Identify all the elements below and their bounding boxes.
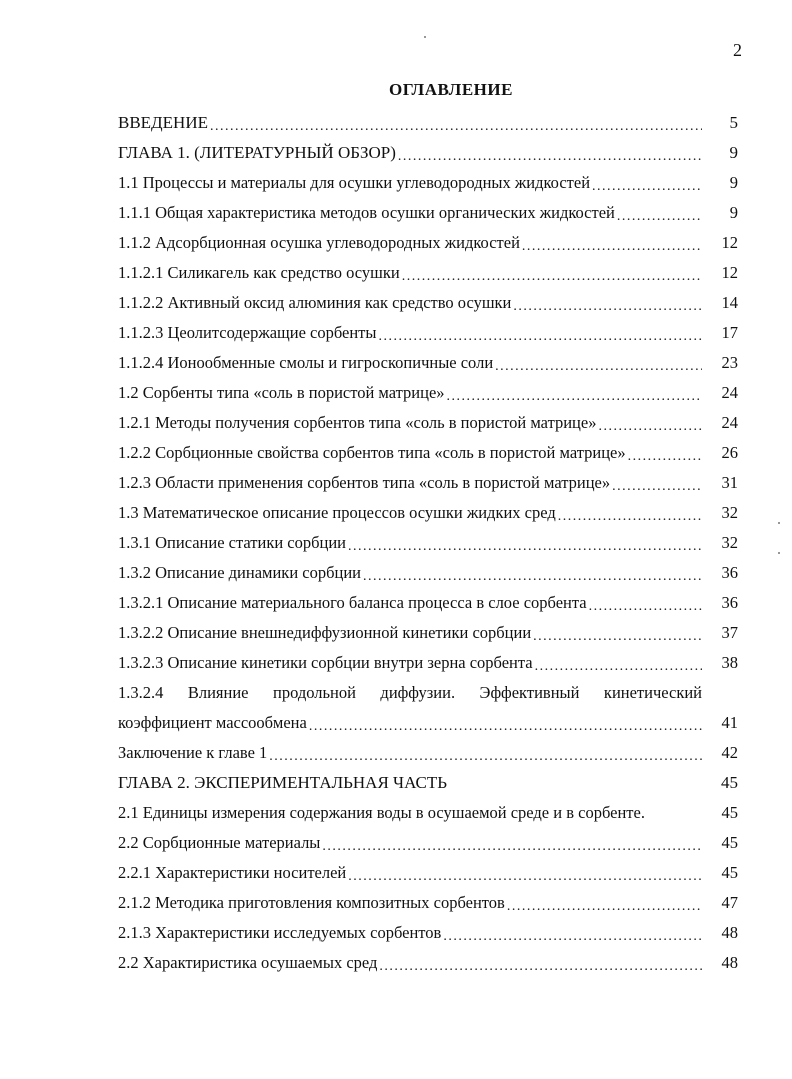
dot-leader — [309, 708, 702, 738]
dot-leader — [612, 468, 702, 498]
toc-entry — [118, 588, 738, 618]
toc-entry-label: 2.1 Единицы измерения содержания воды в осушаемой среде и в сорбенте. — [118, 803, 645, 822]
toc-entry-label: 1.3.2.1 Описание материального баланса процесса в слое сорбента — [118, 593, 587, 612]
toc-entry-label: 1.3.2.3 Описание кинетики сорбции внутри зерна сорбента — [118, 653, 533, 672]
toc-entry — [118, 168, 738, 198]
toc-entry-page: 45 — [721, 803, 738, 822]
toc-entry-label: коэффициент массообмена — [118, 713, 307, 732]
toc-entry-page: 9 — [729, 203, 738, 222]
toc-entry-page: 17 — [721, 323, 738, 342]
dot-leader — [522, 228, 702, 258]
toc-entry-label: ГЛАВА 2. ЭКСПЕРИМЕНТАЛЬНАЯ ЧАСТЬ — [118, 773, 448, 792]
dot-leader — [402, 258, 702, 288]
page-title: ОГЛАВЛЕНИЕ — [389, 80, 513, 99]
toc-entry-label: 1.3.2 Описание динамики сорбции — [118, 563, 361, 582]
toc-entry-label: 1.1.1 Общая характеристика методов осушки органических жидкостей — [118, 203, 615, 222]
dot-leader — [598, 408, 702, 438]
toc-entry-introduction — [118, 108, 738, 138]
toc-entry — [118, 408, 738, 438]
toc-entry-label: 1.1.2 Адсорбционная осушка углеводородных жидкостей — [118, 233, 520, 252]
dot-leader — [533, 618, 702, 648]
toc-entry-page: 12 — [721, 263, 738, 282]
toc-entry-page: 36 — [721, 593, 738, 612]
toc-entry-page: 48 — [721, 923, 738, 942]
toc-entry-page: 41 — [721, 713, 738, 732]
dot-leader — [535, 648, 702, 678]
scan-speck — [778, 522, 780, 524]
toc-entry-page: 45 — [721, 833, 738, 852]
toc-entry — [118, 558, 738, 588]
toc-entry — [118, 498, 738, 528]
toc-entry-page: 36 — [721, 563, 738, 582]
toc-entry — [118, 258, 738, 288]
toc-entry-label: 2.2 Сорбционные материалы — [118, 833, 321, 852]
toc-entry — [118, 918, 738, 948]
toc-entry-page: 42 — [721, 743, 738, 762]
dot-leader — [495, 348, 702, 378]
toc-entry — [118, 378, 738, 408]
dot-leader — [513, 288, 702, 318]
dot-leader — [348, 528, 702, 558]
toc-entry-page: 9 — [729, 173, 738, 192]
toc-entry-label: 1.3.2.4 Влияние продольной диффузии. Эффективный кинетический — [118, 683, 702, 702]
toc-entry — [118, 228, 738, 258]
toc-entry — [118, 198, 738, 228]
toc-entry — [118, 738, 738, 768]
toc-entry — [118, 708, 738, 738]
scan-speck — [778, 552, 780, 554]
toc-entry-label: 1.2.2 Сорбционные свойства сорбентов типа «соль в пористой матрице» — [118, 443, 626, 462]
toc-entry-label: 1.1.2.1 Силикагель как средство осушки — [118, 263, 400, 282]
toc-entry-page: 12 — [721, 233, 738, 252]
dot-leader — [378, 318, 702, 348]
toc-entry-page: 32 — [721, 533, 738, 552]
toc-entry-label: 1.2.3 Области применения сорбентов типа «соль в пористой матрице» — [118, 473, 611, 492]
toc-entry — [118, 468, 738, 498]
toc-entry-page: 24 — [721, 383, 738, 402]
toc-entry-page: 32 — [721, 503, 738, 522]
toc-entry-label: Заключение к главе 1 — [118, 743, 268, 762]
scan-speck — [424, 36, 426, 38]
toc-entry-label: 1.2.1 Методы получения сорбентов типа «соль в пористой матрице» — [118, 413, 597, 432]
toc-entry — [118, 438, 738, 468]
dot-leader — [507, 888, 702, 918]
toc-entry — [118, 318, 738, 348]
dot-leader — [379, 948, 702, 978]
toc-entry-label: 1.2 Сорбенты типа «соль в пористой матрице» — [118, 383, 445, 402]
toc-entry-label: 2.2 Характиристика осушаемых сред — [118, 953, 378, 972]
dot-leader — [592, 168, 702, 198]
page-number: 2 — [733, 40, 742, 60]
dot-leader — [558, 498, 702, 528]
toc-entry-page: 31 — [721, 473, 738, 492]
toc-entry — [118, 528, 738, 558]
toc-entry-label: ГЛАВА 1. (ЛИТЕРАТУРНЫЙ ОБЗОР) — [118, 143, 396, 162]
dot-leader — [348, 858, 702, 888]
toc-entry — [118, 858, 738, 888]
toc-entry-page: 26 — [721, 443, 738, 462]
toc-entry — [118, 798, 738, 828]
toc-entry-page: 14 — [721, 293, 738, 312]
toc-entry-page: 47 — [721, 893, 738, 912]
dot-leader — [589, 588, 702, 618]
toc-entry-label: 1.1.2.3 Цеолитсодержащие сорбенты — [118, 323, 377, 342]
toc-entry — [118, 888, 738, 918]
toc-entry-label: 2.2.1 Характеристики носителей — [118, 863, 347, 882]
toc-entry-page: 48 — [721, 953, 738, 972]
dot-leader — [447, 378, 702, 408]
dot-leader — [269, 738, 702, 768]
toc-entry — [118, 648, 738, 678]
toc-entry-label: 2.1.2 Методика приготовления композитных сорбентов — [118, 893, 505, 912]
toc-entry-page: 9 — [729, 143, 738, 162]
toc-entry-page: 37 — [721, 623, 738, 642]
toc-entry-chapter-2 — [118, 768, 738, 798]
toc-entry-page: 45 — [721, 773, 738, 792]
toc-entry-label: 1.3.2.2 Описание внешнедиффузионной кинетики сорбции — [118, 623, 532, 642]
toc-entry-page: 38 — [721, 653, 738, 672]
toc-entry-chapter-1 — [118, 138, 738, 168]
dot-leader — [322, 828, 702, 858]
dot-leader — [398, 138, 702, 168]
toc-entry-label: ВВЕДЕНИЕ — [118, 113, 208, 132]
dot-leader — [210, 108, 702, 138]
toc-entry-label: 1.1 Процессы и материалы для осушки углеводородных жидкостей — [118, 173, 591, 192]
toc-entry-label: 2.1.3 Характеристики исследуемых сорбентов — [118, 923, 442, 942]
dot-leader — [617, 198, 702, 228]
toc-entry — [118, 948, 738, 978]
toc-entry-page: 5 — [729, 113, 738, 132]
dot-leader — [628, 438, 702, 468]
toc-entry-label: 1.3 Математическое описание процессов осушки жидких сред — [118, 503, 556, 522]
toc-entry — [118, 288, 738, 318]
toc-entry-line1 — [118, 678, 738, 708]
toc-entry-label: 1.3.1 Описание статики сорбции — [118, 533, 347, 552]
dot-leader — [363, 558, 702, 588]
toc-entry-page: 23 — [721, 353, 738, 372]
dot-leader — [443, 918, 702, 948]
toc-entry — [118, 828, 738, 858]
toc-entry — [118, 348, 738, 378]
toc-entry — [118, 618, 738, 648]
toc-entry-page: 45 — [721, 863, 738, 882]
toc-entry-page: 24 — [721, 413, 738, 432]
toc-entry-label: 1.1.2.2 Активный оксид алюминия как средство осушки — [118, 293, 512, 312]
table-of-contents — [118, 108, 738, 978]
toc-entry-label: 1.1.2.4 Ионообменные смолы и гигроскопичные соли — [118, 353, 494, 372]
